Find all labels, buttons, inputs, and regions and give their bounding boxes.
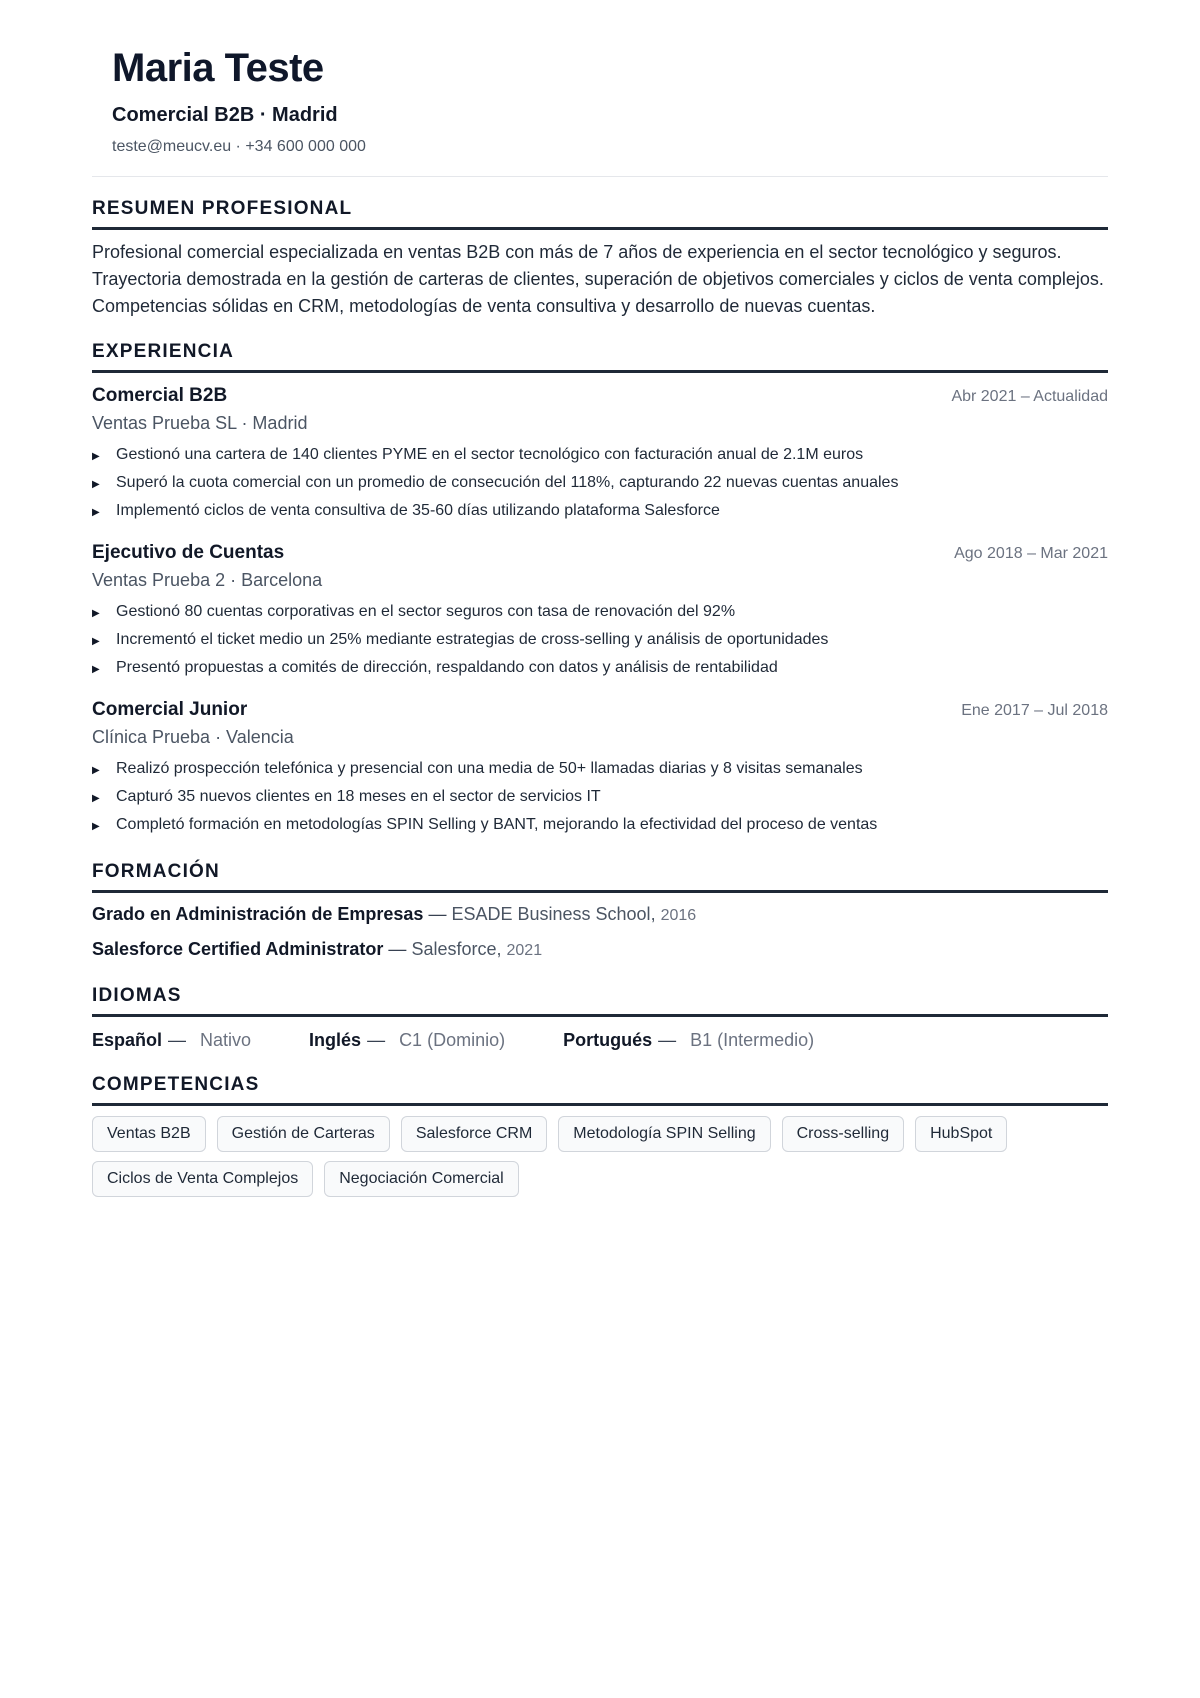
education-section	[92, 860, 1108, 964]
education-degree: Grado en Administración de Empresas	[92, 904, 424, 924]
job-bullet-text: Completó formación en metodologías SPIN Selling y BANT, mejorando la efectividad del proceso de ventas	[116, 816, 878, 833]
language-separator: —	[658, 1030, 677, 1050]
summary-text: Profesional comercial especializada en ventas B2B con más de 7 años de experiencia en el sector tecnológico y seguros. Trayectoria demostrada en la gestión de carteras de clientes, superación de objetivos comerciales y ciclos de venta complejos. Competencias sólidas en CRM, metodologías de venta consultiva y desarrollo de nuevas cuentas.	[92, 242, 1104, 316]
summary-title: RESUMEN PROFESIONAL	[92, 197, 1108, 230]
job-bullet	[92, 627, 1108, 655]
contact-info: teste@meucv.eu · +34 600 000 000	[112, 138, 366, 155]
triangle-bullet-icon: ▶	[92, 664, 100, 675]
candidate-headline: Comercial B2B · Madrid	[112, 104, 338, 126]
job-bullet-text: Realizó prospección telefónica y presencial con una media de 50+ llamadas diarias y 8 visitas semanales	[116, 760, 863, 777]
job-title: Comercial Junior	[92, 699, 248, 720]
job-company: Ventas Prueba 2 · Barcelona	[92, 570, 323, 590]
triangle-bullet-icon: ▶	[92, 451, 100, 462]
skills-title: COMPETENCIAS	[92, 1073, 1108, 1106]
triangle-bullet-icon: ▶	[92, 507, 100, 518]
job-entry	[92, 540, 1108, 683]
job-title: Ejecutivo de Cuentas	[92, 542, 285, 563]
job-bullet	[92, 442, 1108, 470]
job-dates: Abr 2021 – Actualidad	[951, 388, 1108, 405]
triangle-bullet-icon: ▶	[92, 479, 100, 490]
job-bullet	[92, 498, 1108, 526]
skill-tag: Salesforce CRM	[401, 1116, 547, 1152]
job-bullet-text: Gestionó 80 cuentas corporativas en el sector seguros con tasa de renovación del 92%	[116, 603, 736, 620]
job-bullet-text: Capturó 35 nuevos clientes en 18 meses en el sector de servicios IT	[116, 788, 601, 805]
education-title: FORMACIÓN	[92, 860, 1108, 893]
job-company: Ventas Prueba SL · Madrid	[92, 413, 308, 433]
language-item	[563, 1027, 814, 1053]
education-year: 2016	[660, 907, 697, 924]
job-bullets	[92, 442, 1108, 526]
skills-list	[92, 1116, 1108, 1206]
skills-section	[92, 1073, 1108, 1206]
job-bullet	[92, 756, 1108, 784]
job-entry	[92, 697, 1108, 840]
skill-tag: Ventas B2B	[92, 1116, 206, 1152]
job-bullet	[92, 784, 1108, 812]
job-bullets	[92, 599, 1108, 683]
education-entry: Grado en Administración de Empresas — ESADE Business School, 2016	[92, 904, 697, 924]
job-dates: Ene 2017 – Jul 2018	[961, 702, 1108, 719]
skill-tag: Metodología SPIN Selling	[558, 1116, 770, 1152]
education-entry: Salesforce Certified Administrator — Salesforce, 2021	[92, 939, 543, 959]
summary-section	[92, 197, 1108, 320]
job-company: Clínica Prueba · Valencia	[92, 727, 294, 747]
language-item	[309, 1027, 505, 1053]
job-header	[92, 540, 1108, 566]
education-school: ESADE Business School	[451, 904, 651, 924]
language-name: Español	[92, 1030, 163, 1050]
language-name: Inglés	[309, 1030, 362, 1050]
triangle-bullet-icon: ▶	[92, 636, 100, 647]
triangle-bullet-icon: ▶	[92, 821, 100, 832]
language-level: B1 (Intermedio)	[690, 1030, 815, 1050]
triangle-bullet-icon: ▶	[92, 608, 100, 619]
job-entry	[92, 383, 1108, 526]
resume-header	[92, 0, 1108, 177]
triangle-bullet-icon: ▶	[92, 765, 100, 776]
job-bullet-text: Presentó propuestas a comités de dirección, respaldando con datos y análisis de rentabilidad	[116, 659, 778, 676]
language-level: Nativo	[200, 1030, 252, 1050]
education-school: Salesforce	[411, 939, 497, 959]
job-header	[92, 697, 1108, 723]
job-bullet	[92, 812, 1108, 840]
language-separator: —	[367, 1030, 386, 1050]
job-bullet-text: Incrementó el ticket medio un 25% mediante estrategias de cross-selling y análisis de oportunidades	[116, 631, 829, 648]
skill-tag: Gestión de Carteras	[217, 1116, 390, 1152]
candidate-name: Maria Teste	[112, 46, 324, 90]
language-level: C1 (Dominio)	[399, 1030, 506, 1050]
language-name: Portugués	[563, 1030, 653, 1050]
language-separator: —	[168, 1030, 187, 1050]
skill-tag: Negociación Comercial	[324, 1161, 519, 1197]
languages-title: IDIOMAS	[92, 984, 1108, 1017]
education-year: 2021	[506, 942, 543, 959]
language-item	[92, 1027, 251, 1053]
job-bullet-text: Gestionó una cartera de 140 clientes PYME en el sector tecnológico con facturación anual de 2.1M euros	[116, 446, 864, 463]
job-title: Comercial B2B	[92, 385, 228, 406]
job-bullet-text: Implementó ciclos de venta consultiva de 35-60 días utilizando plataforma Salesforce	[116, 502, 720, 519]
experience-section	[92, 340, 1108, 840]
languages-section	[92, 984, 1108, 1053]
skill-tag: Ciclos de Venta Complejos	[92, 1161, 313, 1197]
education-degree: Salesforce Certified Administrator	[92, 939, 384, 959]
job-header	[92, 383, 1108, 409]
job-bullet	[92, 655, 1108, 683]
education-separator: —	[383, 939, 412, 959]
job-bullet	[92, 599, 1108, 627]
triangle-bullet-icon: ▶	[92, 793, 100, 804]
job-bullets	[92, 756, 1108, 840]
job-bullet	[92, 470, 1108, 498]
education-separator: —	[423, 904, 452, 924]
skill-tag: HubSpot	[915, 1116, 1007, 1152]
experience-title: EXPERIENCIA	[92, 340, 1108, 373]
languages-list	[92, 1027, 1108, 1053]
skill-tag: Cross-selling	[782, 1116, 904, 1152]
job-dates: Ago 2018 – Mar 2021	[954, 545, 1108, 562]
job-bullet-text: Superó la cuota comercial con un promedio de consecución del 118%, capturando 22 nuevas cuentas anuales	[116, 474, 899, 491]
